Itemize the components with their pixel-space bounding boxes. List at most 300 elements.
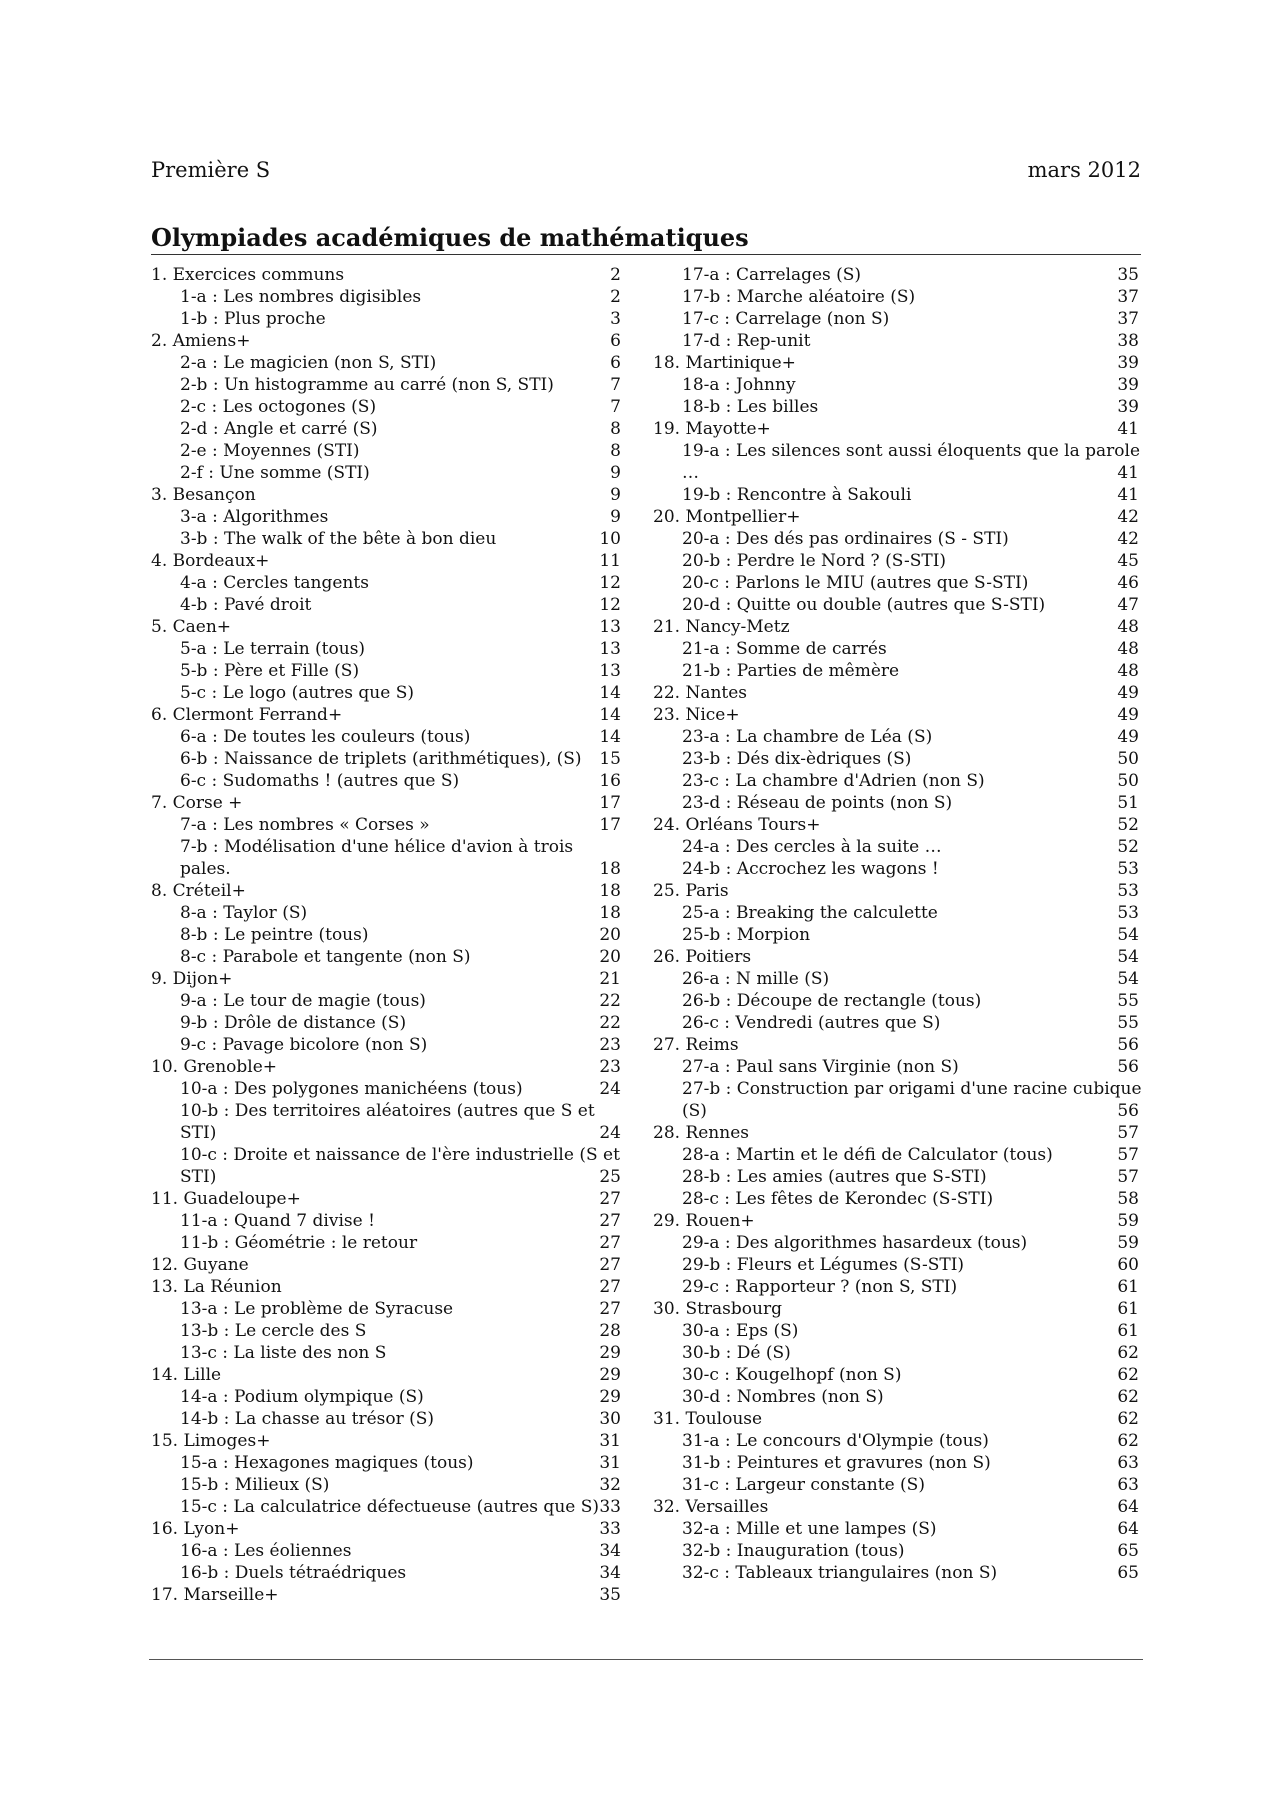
- toc-subentry: [653, 1386, 1139, 1408]
- toc-entry-title: 17. Marseille+: [151, 1585, 279, 1605]
- toc-page-number: 28: [599, 1321, 621, 1341]
- toc-subentry: [151, 660, 621, 682]
- toc-entry-title: 4-a : Cercles tangents: [180, 573, 369, 593]
- toc-page-number: 14: [599, 683, 621, 703]
- toc-page-number: 62: [1117, 1431, 1139, 1451]
- toc-entry-title: 29-b : Fleurs et Légumes (S-STI): [682, 1255, 965, 1275]
- toc-entry-title: 21-b : Parties de mêmère: [682, 661, 900, 681]
- toc-subentry: [653, 1188, 1139, 1210]
- toc-subentry: [653, 1540, 1139, 1562]
- toc-page-number: 58: [1117, 1189, 1139, 1209]
- toc-entry-title: 28-a : Martin et le défi de Calculator (tous): [682, 1145, 1053, 1165]
- toc-subentry: [653, 1452, 1139, 1474]
- toc-entry-title: 30-d : Nombres (non S): [682, 1387, 884, 1407]
- toc-page-number: 9: [610, 485, 621, 505]
- toc-subentry: [151, 770, 621, 792]
- toc-entry-title: 4-b : Pavé droit: [180, 595, 312, 615]
- toc-entry-title: 13. La Réunion: [151, 1277, 282, 1297]
- toc-entry-title: 15-b : Milieux (S): [180, 1475, 330, 1495]
- page-header: [151, 158, 1141, 188]
- toc-page-number: 14: [599, 727, 621, 747]
- toc-subentry: [653, 770, 1139, 792]
- toc-subentry: [151, 528, 621, 550]
- toc-entry-title: 10-a : Des polygones manichéens (tous): [180, 1079, 523, 1099]
- toc-page-number: 3: [610, 309, 621, 329]
- toc-subentry: [151, 1232, 621, 1254]
- toc-subentry: [151, 308, 621, 330]
- toc-page-number: 23: [599, 1057, 621, 1077]
- toc-entry: [151, 330, 621, 352]
- toc-entry-title: 23-c : La chambre d'Adrien (non S): [682, 771, 985, 791]
- toc-entry: [653, 1210, 1139, 1232]
- toc-page-number: 55: [1117, 991, 1139, 1011]
- toc-page-number: 13: [599, 661, 621, 681]
- toc-subentry: [151, 1034, 621, 1056]
- toc-page-number: 55: [1117, 1013, 1139, 1033]
- toc-page-number: 34: [599, 1563, 621, 1583]
- toc-page-number: 61: [1117, 1277, 1139, 1297]
- toc-page-number: 20: [599, 925, 621, 945]
- toc-page-number: 59: [1117, 1233, 1139, 1253]
- toc-entry-title: 8-a : Taylor (S): [180, 903, 308, 923]
- toc-entry-title: 2-d : Angle et carré (S): [180, 419, 378, 439]
- toc-page-number: 51: [1117, 793, 1139, 813]
- toc-entry-title: 2-c : Les octogones (S): [180, 397, 377, 417]
- toc-entry: [151, 1276, 621, 1298]
- toc-subentry: [151, 638, 621, 660]
- toc-subentry: [151, 418, 621, 440]
- toc-page-number: 63: [1117, 1453, 1139, 1473]
- toc-subentry: [653, 726, 1139, 748]
- toc-page-number: 35: [599, 1585, 621, 1605]
- toc-subentry: [653, 990, 1139, 1012]
- toc-page-number: 9: [610, 463, 621, 483]
- toc-page-number: 24: [599, 1079, 621, 1099]
- toc-entry: [653, 1496, 1139, 1518]
- toc-subentry: [653, 1078, 1142, 1122]
- toc-subentry: [653, 1166, 1139, 1188]
- toc-entry-title: 2. Amiens+: [151, 331, 251, 351]
- toc-subentry: [653, 1430, 1139, 1452]
- toc-page-number: 54: [1117, 925, 1139, 945]
- toc-entry-title: 7-b : Modélisation d'une hélice d'avion à trois pales.: [180, 837, 574, 879]
- toc-page-number: 27: [599, 1233, 621, 1253]
- toc-entry: [653, 1408, 1139, 1430]
- toc-page-number: 18: [599, 903, 621, 923]
- toc-page-number: 53: [1117, 881, 1139, 901]
- toc-page-number: 65: [1117, 1541, 1139, 1561]
- toc-entry-title: 4. Bordeaux+: [151, 551, 270, 571]
- toc-entry-title: 3-b : The walk of the bête à bon dieu: [180, 529, 497, 549]
- toc-subentry: [653, 924, 1139, 946]
- toc-page-number: 27: [599, 1255, 621, 1275]
- toc-entry-title: 15. Limoges+: [151, 1431, 271, 1451]
- toc-page-number: 41: [1117, 419, 1139, 439]
- toc-entry-title: 23. Nice+: [653, 705, 740, 725]
- toc-subentry: [151, 1386, 621, 1408]
- toc-entry-title: 30-c : Kougelhopf (non S): [682, 1365, 902, 1385]
- toc-entry-title: 2-a : Le magicien (non S, STI): [180, 353, 437, 373]
- toc-entry: [653, 418, 1139, 440]
- toc-subentry: [653, 1364, 1139, 1386]
- toc-entry: [653, 352, 1139, 374]
- toc-entry: [151, 968, 621, 990]
- toc-page-number: 49: [1117, 727, 1139, 747]
- toc-subentry: [151, 836, 621, 880]
- toc-entry-title: 11-a : Quand 7 divise !: [180, 1211, 375, 1231]
- toc-entry: [151, 484, 621, 506]
- toc-entry: [653, 1122, 1139, 1144]
- toc-entry-title: 19-a : Les silences sont aussi éloquents que la parole …: [682, 441, 1141, 483]
- toc-subentry: [653, 1012, 1139, 1034]
- toc-entry-title: 19-b : Rencontre à Sakouli: [682, 485, 912, 505]
- toc-entry-title: 29-a : Des algorithmes hasardeux (tous): [682, 1233, 1028, 1253]
- toc-subentry: [151, 814, 621, 836]
- toc-page-number: 48: [1117, 661, 1139, 681]
- toc-subentry: [151, 924, 621, 946]
- toc-page-number: 22: [599, 991, 621, 1011]
- toc-page-number: 29: [599, 1365, 621, 1385]
- toc-page-number: 49: [1117, 705, 1139, 725]
- toc-page-number: 57: [1117, 1123, 1139, 1143]
- toc-entry-title: 20-c : Parlons le MIU (autres que S-STI): [682, 573, 1029, 593]
- toc-page-number: 18: [599, 859, 621, 879]
- toc-entry-title: 5-a : Le terrain (tous): [180, 639, 366, 659]
- toc-subentry: [653, 594, 1139, 616]
- toc-entry-title: 17-c : Carrelage (non S): [682, 309, 890, 329]
- toc-entry-title: 14-b : La chasse au trésor (S): [180, 1409, 435, 1429]
- toc-entry-title: 7-a : Les nombres « Corses »: [180, 815, 430, 835]
- toc-entry: [151, 792, 621, 814]
- toc-page-number: 2: [610, 287, 621, 307]
- toc-page-number: 35: [1117, 265, 1139, 285]
- toc-subentry: [653, 902, 1139, 924]
- toc-entry: [653, 616, 1139, 638]
- toc-page-number: 15: [599, 749, 621, 769]
- toc-subentry: [653, 858, 1139, 880]
- toc-subentry: [653, 374, 1139, 396]
- toc-entry-title: 3-a : Algorithmes: [180, 507, 329, 527]
- toc-page-number: 59: [1117, 1211, 1139, 1231]
- toc-entry-title: 9-c : Pavage bicolore (non S): [180, 1035, 428, 1055]
- toc-subentry: [151, 1540, 621, 1562]
- toc-page-number: 6: [610, 353, 621, 373]
- toc-entry: [653, 506, 1139, 528]
- toc-page-number: 12: [599, 595, 621, 615]
- toc-page-number: 64: [1117, 1497, 1139, 1517]
- toc-page-number: 62: [1117, 1365, 1139, 1385]
- toc-subentry: [151, 374, 621, 396]
- toc-page-number: 42: [1117, 507, 1139, 527]
- toc-entry-title: 16-a : Les éoliennes: [180, 1541, 352, 1561]
- toc-subentry: [653, 1232, 1139, 1254]
- toc-page-number: 47: [1117, 595, 1139, 615]
- toc-page-number: 27: [599, 1277, 621, 1297]
- toc-page-number: 14: [599, 705, 621, 725]
- toc-page-number: 54: [1117, 969, 1139, 989]
- toc-entry-title: 30-b : Dé (S): [682, 1343, 791, 1363]
- toc-entry-title: 10. Grenoble+: [151, 1057, 278, 1077]
- toc-entry-title: 12. Guyane: [151, 1255, 249, 1275]
- toc-subentry: [151, 396, 621, 418]
- toc-page-number: 2: [610, 265, 621, 285]
- toc-subentry: [151, 440, 621, 462]
- toc-entry-title: 30. Strasbourg: [653, 1299, 782, 1319]
- toc-entry: [653, 682, 1139, 704]
- toc-entry-title: 29. Rouen+: [653, 1211, 755, 1231]
- footer-rule: [149, 1659, 1143, 1660]
- toc-page-number: 27: [599, 1189, 621, 1209]
- toc-subentry: [653, 836, 1139, 858]
- toc-subentry: [653, 550, 1139, 572]
- toc-entry: [151, 1518, 621, 1540]
- toc-page-number: 56: [1117, 1057, 1139, 1077]
- toc-entry-title: 11. Guadeloupe+: [151, 1189, 301, 1209]
- toc-entry-title: 5-c : Le logo (autres que S): [180, 683, 414, 703]
- toc-entry-title: 31-b : Peintures et gravures (non S): [682, 1453, 991, 1473]
- toc-page-number: 31: [599, 1431, 621, 1451]
- toc-entry-title: 2-f : Une somme (STI): [180, 463, 370, 483]
- toc-entry-title: 13-b : Le cercle des S: [180, 1321, 367, 1341]
- toc-entry-title: 27-b : Construction par origami d'une racine cubique (S): [682, 1079, 1142, 1121]
- toc-page-number: 37: [1117, 309, 1139, 329]
- toc-page-number: 39: [1117, 353, 1139, 373]
- toc-subentry: [653, 968, 1139, 990]
- toc-page-number: 38: [1117, 331, 1139, 351]
- toc-subentry: [151, 286, 621, 308]
- toc-page-number: 49: [1117, 683, 1139, 703]
- toc-entry-title: 15-a : Hexagones magiques (tous): [180, 1453, 474, 1473]
- toc-entry-title: 32-a : Mille et une lampes (S): [682, 1519, 937, 1539]
- toc-entry: [151, 1364, 621, 1386]
- toc-subentry: [151, 1408, 621, 1430]
- toc-entry: [653, 704, 1139, 726]
- toc-subentry: [151, 1342, 621, 1364]
- toc-page-number: 39: [1117, 375, 1139, 395]
- toc-entry-title: 13-c : La liste des non S: [180, 1343, 387, 1363]
- toc-page-number: 41: [1117, 463, 1139, 483]
- toc-subentry: [653, 572, 1139, 594]
- toc-page-number: 24: [599, 1123, 621, 1143]
- toc-entry-title: 10-c : Droite et naissance de l'ère industrielle (S et STI): [180, 1145, 620, 1187]
- toc-entry-title: 27-a : Paul sans Virginie (non S): [682, 1057, 959, 1077]
- toc-entry-title: 18-a : Johnny: [682, 375, 796, 395]
- toc-subentry: [151, 594, 621, 616]
- toc-page-number: 10: [599, 529, 621, 549]
- toc-entry-title: 32-c : Tableaux triangulaires (non S): [682, 1563, 998, 1583]
- toc-entry-title: 31-c : Largeur constante (S): [682, 1475, 925, 1495]
- toc-page-number: 6: [610, 331, 621, 351]
- toc-page-number: 17: [599, 793, 621, 813]
- toc-entry-title: 27. Reims: [653, 1035, 739, 1055]
- toc-entry-title: 31. Toulouse: [653, 1409, 763, 1429]
- toc-entry-title: 14. Lille: [151, 1365, 222, 1385]
- toc-page-number: 57: [1117, 1145, 1139, 1165]
- toc-subentry: [653, 1056, 1139, 1078]
- toc-subentry: [653, 1320, 1139, 1342]
- toc-page-number: 12: [599, 573, 621, 593]
- toc-page-number: 33: [599, 1497, 621, 1517]
- toc-subentry: [151, 1452, 621, 1474]
- toc-entry: [151, 550, 621, 572]
- toc-page-number: 16: [599, 771, 621, 791]
- toc-entry-title: 17-b : Marche aléatoire (S): [682, 287, 916, 307]
- toc-entry-title: 19. Mayotte+: [653, 419, 771, 439]
- toc-entry-title: 13-a : Le problème de Syracuse: [180, 1299, 454, 1319]
- toc-entry-title: 18. Martinique+: [653, 353, 796, 373]
- toc-entry-title: 14-a : Podium olympique (S): [180, 1387, 424, 1407]
- toc-page-number: 52: [1117, 815, 1139, 835]
- toc-subentry: [151, 946, 621, 968]
- toc-entry-title: 11-b : Géométrie : le retour: [180, 1233, 418, 1253]
- toc-subentry: [151, 1474, 621, 1496]
- toc-entry: [151, 1430, 621, 1452]
- toc-subentry: [151, 1320, 621, 1342]
- toc-page-number: 7: [610, 397, 621, 417]
- toc-subentry: [151, 1144, 621, 1188]
- toc-entry-title: 8-c : Parabole et tangente (non S): [180, 947, 471, 967]
- toc-page-number: 33: [599, 1519, 621, 1539]
- toc-page-number: 7: [610, 375, 621, 395]
- toc-entry-title: 16-b : Duels tétraédriques: [180, 1563, 407, 1583]
- toc-page-number: 53: [1117, 859, 1139, 879]
- toc-entry-title: 26-b : Découpe de rectangle (tous): [682, 991, 982, 1011]
- toc-subentry: [151, 1496, 621, 1518]
- toc-entry-title: 2-b : Un histogramme au carré (non S, STI): [180, 375, 554, 395]
- toc-entry: [151, 1056, 621, 1078]
- toc-entry-title: 2-e : Moyennes (STI): [180, 441, 360, 461]
- toc-page-number: 18: [599, 881, 621, 901]
- toc-page-number: 27: [599, 1211, 621, 1231]
- toc-entry: [151, 1254, 621, 1276]
- toc-entry-title: 9-a : Le tour de magie (tous): [180, 991, 426, 1011]
- toc-entry-title: 16. Lyon+: [151, 1519, 240, 1539]
- toc-page-number: 22: [599, 1013, 621, 1033]
- toc-page-number: 42: [1117, 529, 1139, 549]
- toc-page-number: 20: [599, 947, 621, 967]
- toc-subentry: [151, 352, 621, 374]
- toc-entry-title: 26-a : N mille (S): [682, 969, 830, 989]
- toc-page-number: 17: [599, 815, 621, 835]
- toc-subentry: [653, 308, 1139, 330]
- toc-entry-title: 31-a : Le concours d'Olympie (tous): [682, 1431, 989, 1451]
- toc-subentry: [151, 1100, 621, 1144]
- toc-entry: [151, 264, 621, 286]
- toc-subentry: [653, 528, 1139, 550]
- toc-entry-title: 1-a : Les nombres digisibles: [180, 287, 422, 307]
- toc-page-number: 50: [1117, 749, 1139, 769]
- toc-entry-title: 28-b : Les amies (autres que S-STI): [682, 1167, 987, 1187]
- toc-page-number: 60: [1117, 1255, 1139, 1275]
- toc-entry-title: 17-a : Carrelages (S): [682, 265, 862, 285]
- toc-entry-title: 25-a : Breaking the calculette: [682, 903, 938, 923]
- toc-page-number: 62: [1117, 1409, 1139, 1429]
- toc-subentry: [151, 1562, 621, 1584]
- toc-subentry: [653, 1254, 1139, 1276]
- toc-page-number: 45: [1117, 551, 1139, 571]
- toc-page-number: 21: [599, 969, 621, 989]
- toc-subentry: [151, 572, 621, 594]
- toc-entry-title: 8. Créteil+: [151, 881, 246, 901]
- toc-subentry: [151, 682, 621, 704]
- toc-entry-title: 28-c : Les fêtes de Kerondec (S-STI): [682, 1189, 994, 1209]
- toc-page-number: 37: [1117, 287, 1139, 307]
- toc-entry-title: 8-b : Le peintre (tous): [180, 925, 369, 945]
- toc-subentry: [653, 748, 1139, 770]
- toc-entry-title: 17-d : Rep-unit: [682, 331, 811, 351]
- toc-entry-title: 5. Caen+: [151, 617, 232, 637]
- toc-subentry: [653, 660, 1139, 682]
- toc-entry-title: 30-a : Eps (S): [682, 1321, 799, 1341]
- toc-entry: [151, 704, 621, 726]
- toc-entry-title: 29-c : Rapporteur ? (non S, STI): [682, 1277, 958, 1297]
- toc-page-number: 34: [599, 1541, 621, 1561]
- toc-entry-title: 6-a : De toutes les couleurs (tous): [180, 727, 471, 747]
- toc-subentry: [653, 396, 1139, 418]
- toc-subentry: [653, 1518, 1139, 1540]
- toc-page-number: 46: [1117, 573, 1139, 593]
- toc-left-column: [151, 264, 621, 1606]
- toc-page-number: 27: [599, 1299, 621, 1319]
- toc-page-number: 48: [1117, 617, 1139, 637]
- toc-page-number: 57: [1117, 1167, 1139, 1187]
- toc-entry-title: 5-b : Père et Fille (S): [180, 661, 360, 681]
- toc-entry-title: 24-a : Des cercles à la suite …: [682, 837, 942, 857]
- toc-entry-title: 21. Nancy-Metz: [653, 617, 790, 637]
- toc-page-number: 25: [599, 1167, 621, 1187]
- toc-subentry: [151, 506, 621, 528]
- toc-entry-title: 24. Orléans Tours+: [653, 815, 821, 835]
- toc-subentry: [151, 726, 621, 748]
- toc-subentry: [653, 264, 1139, 286]
- toc-entry-title: 20-d : Quitte ou double (autres que S-STI): [682, 595, 1046, 615]
- toc-subentry: [653, 484, 1139, 506]
- toc-entry-title: 23-b : Dés dix-èdriques (S): [682, 749, 912, 769]
- toc-subentry: [151, 1298, 621, 1320]
- toc-subentry: [151, 902, 621, 924]
- toc-page-number: 31: [599, 1453, 621, 1473]
- toc-subentry: [151, 1078, 621, 1100]
- toc-entry-title: 6-b : Naissance de triplets (arithmétiques), (S): [180, 749, 582, 769]
- toc-page-number: 11: [599, 551, 621, 571]
- toc-page-number: 56: [1117, 1101, 1139, 1121]
- toc-subentry: [151, 990, 621, 1012]
- toc-entry: [653, 814, 1139, 836]
- toc-page-number: 62: [1117, 1387, 1139, 1407]
- toc-entry: [653, 946, 1139, 968]
- toc-page-number: 23: [599, 1035, 621, 1055]
- toc-page-number: 63: [1117, 1475, 1139, 1495]
- toc-page-number: 65: [1117, 1563, 1139, 1583]
- toc-page-number: 41: [1117, 485, 1139, 505]
- toc-page-number: 56: [1117, 1035, 1139, 1055]
- toc-subentry: [151, 462, 621, 484]
- toc-entry-title: 24-b : Accrochez les wagons !: [682, 859, 939, 879]
- toc-subentry: [653, 1144, 1139, 1166]
- toc-entry-title: 9. Dijon+: [151, 969, 233, 989]
- toc-entry: [653, 1034, 1139, 1056]
- toc-subentry: [653, 1342, 1139, 1364]
- toc-entry-title: 26-c : Vendredi (autres que S): [682, 1013, 941, 1033]
- toc-entry-title: 28. Rennes: [653, 1123, 749, 1143]
- toc-entry-title: 20-b : Perdre le Nord ? (S-STI): [682, 551, 947, 571]
- toc-entry-title: 25. Paris: [653, 881, 729, 901]
- toc-page-number: 39: [1117, 397, 1139, 417]
- toc-page-number: 52: [1117, 837, 1139, 857]
- toc-entry-title: 20. Montpellier+: [653, 507, 801, 527]
- toc-entry-title: 7. Corse +: [151, 793, 243, 813]
- toc-page-number: 61: [1117, 1321, 1139, 1341]
